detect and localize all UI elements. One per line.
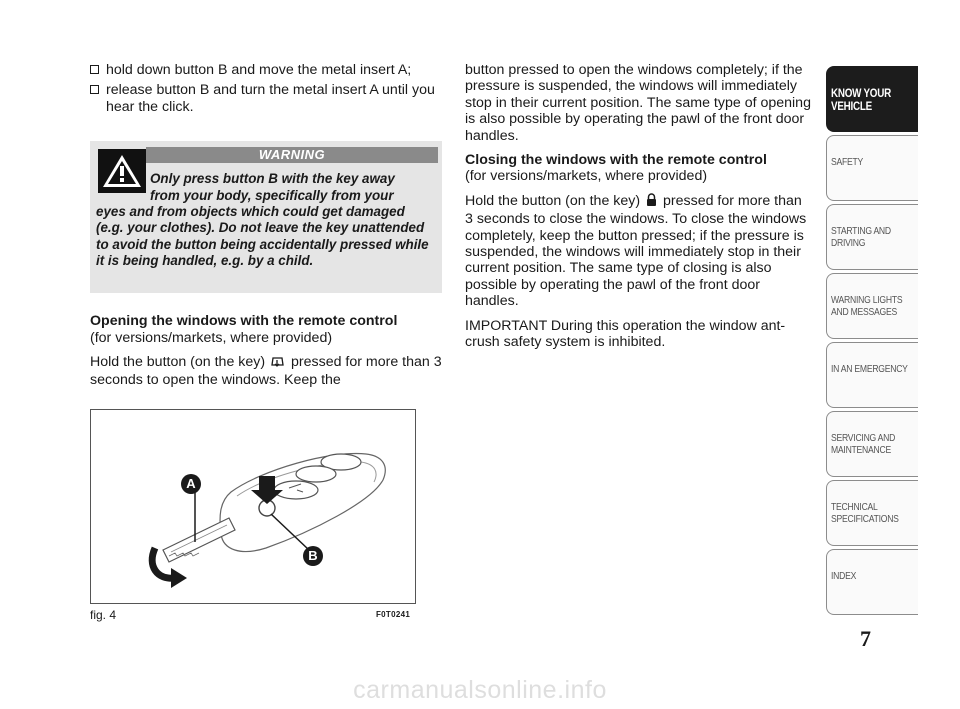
tab-safety[interactable]: SAFETY — [826, 135, 918, 201]
lock-icon — [646, 193, 657, 211]
open-body: Hold the button (on the key) pressed for more than 3 seconds to open the windows. Keep the — [90, 354, 442, 389]
figure-code: F0T0241 — [376, 610, 411, 619]
open-section — [90, 313, 442, 346]
key-illustration — [90, 409, 416, 604]
figure-caption: fig. 4 — [90, 608, 117, 622]
close-section — [465, 152, 813, 185]
bullet-item: hold down button B and move the metal insert A; — [90, 62, 442, 78]
warning-box — [90, 141, 442, 293]
warning-title: WARNING — [146, 147, 438, 163]
label-a: A — [186, 476, 196, 491]
bullet-item: release button B and turn the metal insert A until you hear the click. — [90, 82, 442, 115]
open-heading: Opening the windows with the remote control — [90, 313, 398, 330]
tab-servicing[interactable]: SERVICING AND MAINTENANCE — [826, 411, 918, 477]
left-column — [90, 62, 442, 397]
tab-technical-specifications[interactable]: TECHNICAL SPECIFICATIONS — [826, 480, 918, 546]
continued-paragraph: button pressed to open the windows completely; if the pressure is suspended, the windows will immediately stop in their current position. The same type of opening is also possible by operating the pawl of the front door handles. — [465, 62, 811, 144]
close-heading: Closing the windows with the remote control — [465, 152, 767, 169]
close-body: Hold the button (on the key) pressed for more than 3 seconds to close the windows. To close the windows completely, keep the button pressed; if the pressure is suspended, the windows will immediately stop in their current position. The same type of closing is also possible by operating the pawl of the front door handles. — [465, 192, 807, 310]
watermark: carmanualsonline.info — [353, 676, 607, 704]
close-subheading: (for versions/markets, where provided) — [465, 168, 708, 185]
tab-index[interactable]: INDEX — [826, 549, 918, 615]
checkbox-bullet-icon — [90, 65, 99, 74]
page-number: 7 — [860, 626, 871, 651]
tab-know-your-vehicle[interactable]: KNOW YOUR VEHICLE — [826, 66, 918, 132]
open-subheading: (for versions/markets, where provided) — [90, 329, 333, 346]
checkbox-bullet-icon — [90, 85, 99, 94]
window-open-icon — [271, 356, 285, 372]
key-fob-drawing — [91, 410, 415, 603]
tab-warning-lights[interactable]: WARNING LIGHTS AND MESSAGES — [826, 273, 918, 339]
right-column — [465, 62, 813, 359]
important-note: IMPORTANT During this operation the window ant-crush safety system is inhibited. — [465, 317, 786, 351]
tab-in-an-emergency[interactable]: IN AN EMERGENCY — [826, 342, 918, 408]
warning-text: Only press button B with the key away from your body, specifically from your eyes and from objects which could get damaged (e.g. your clothes). Do not leave the key unattended to avoid the button being accidentally pressed while it is being handled, e.g. by a child. — [96, 171, 429, 269]
tab-starting-and-driving[interactable]: STARTING AND DRIVING — [826, 204, 918, 270]
label-b: B — [308, 548, 318, 563]
